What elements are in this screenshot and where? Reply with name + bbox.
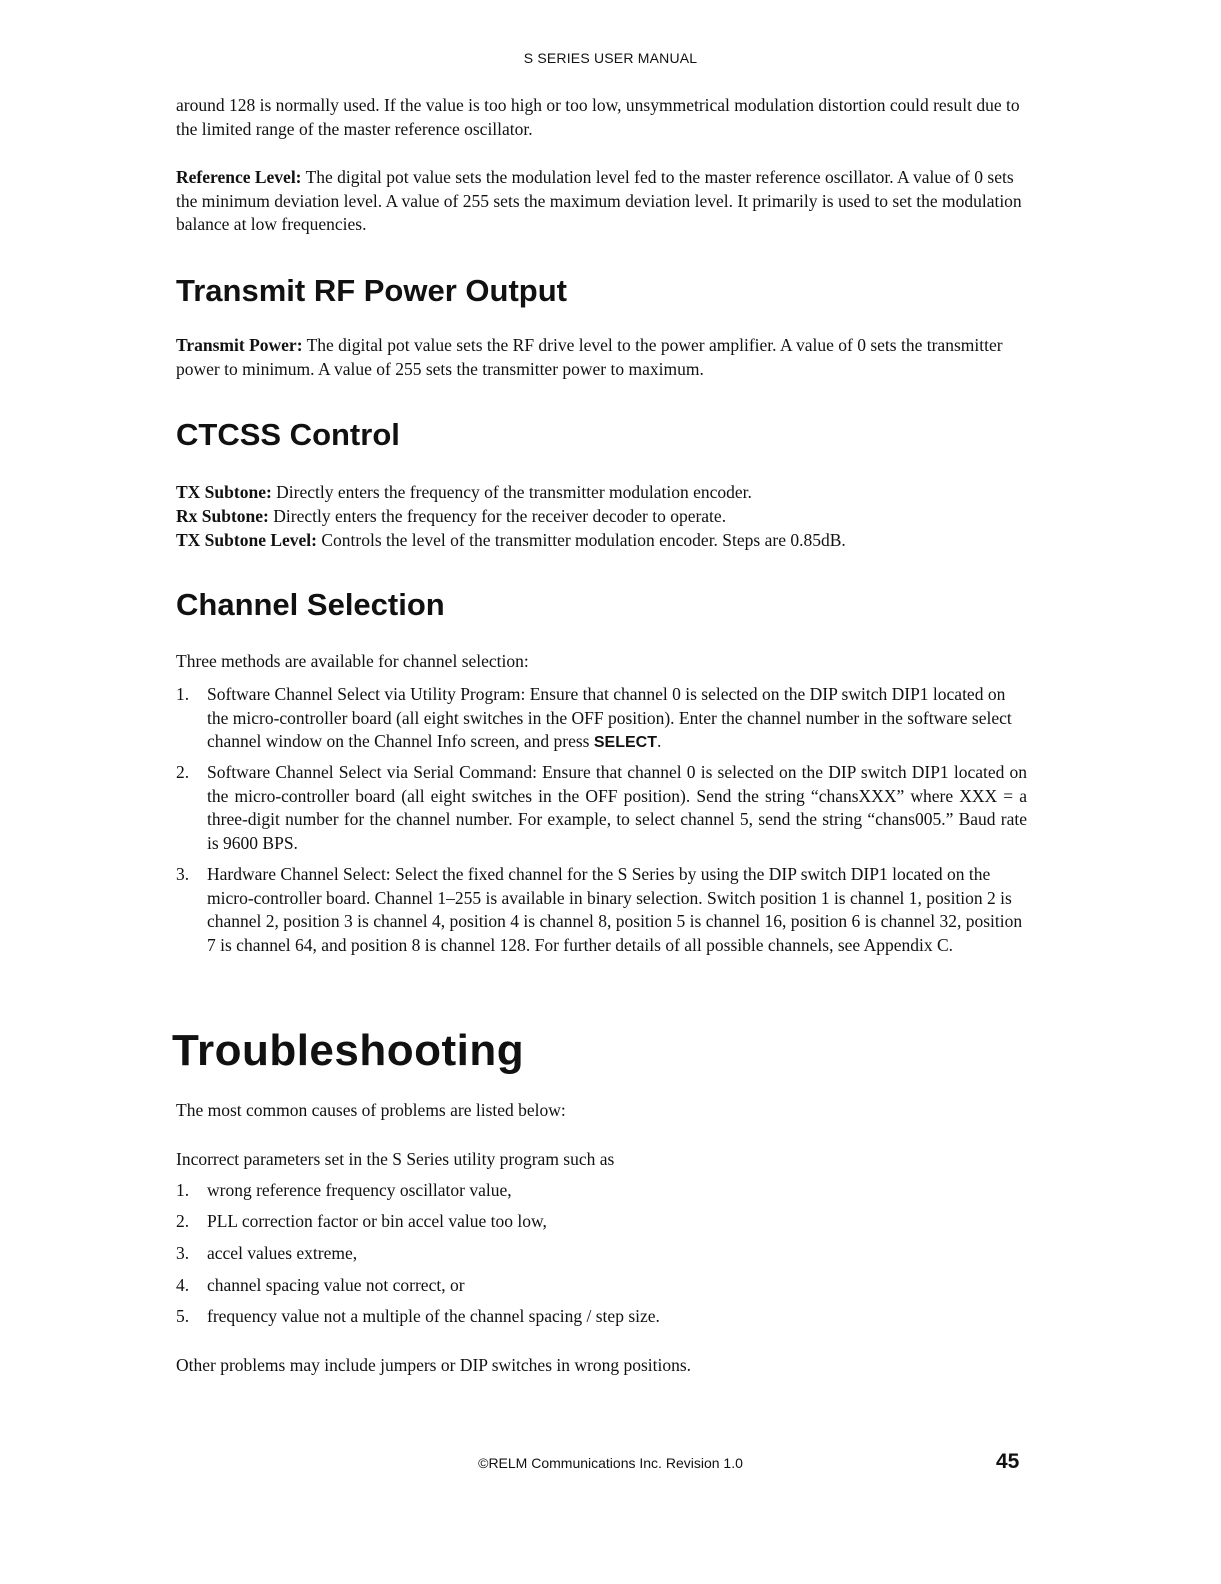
list-number: 3. <box>176 864 190 884</box>
reference-level-paragraph <box>176 166 1036 237</box>
ctcss-item <box>176 481 1036 505</box>
page-number: 45 <box>996 1450 1020 1473</box>
channel-selection-intro: Three methods are available for channel selection: <box>176 651 529 671</box>
list-item <box>176 1210 1036 1234</box>
select-keyword: SELECT <box>593 734 657 751</box>
ctcss-text: Directly enters the frequency of the transmitter modulation encoder. <box>276 482 752 502</box>
troubleshooting-lead: Incorrect parameters set in the S Series utility program such as <box>176 1149 615 1169</box>
list-text: channel spacing value not correct, or <box>207 1275 465 1295</box>
list-text: Hardware Channel Select: Select the fixed channel for the S Series by using the DIP switch DIP1 located on the micro-controller board. Channel 1–255 is available in binary selection. Switch position 1 is channel 1, position 2 is channel 2, position 3 is channel 4, position 4 is channel 8, position 5 is channel 16, position 6 is channel 32, position 7 is channel 64, and position 8 is channel 128. For further details of all possible channels, see Appendix C. <box>207 864 1023 955</box>
transmit-power-text: The digital pot value sets the RF drive level to the power amplifier. A value of 0 sets the transmitter power to minimum. A value of 255 sets the transmitter power to maximum. <box>176 335 1003 379</box>
list-number: 1. <box>176 684 190 704</box>
transmit-rf-heading: Transmit RF Power Output <box>176 273 567 308</box>
list-item <box>176 761 1036 855</box>
ctcss-item <box>176 505 1036 529</box>
list-item <box>176 1179 1036 1203</box>
intro-continuation: around 128 is normally used. If the value is too high or too low, unsymmetrical modulation distortion could result due to the limited range of the master reference oscillator. <box>176 95 1020 139</box>
list-text: accel values extreme, <box>207 1243 358 1263</box>
list-item <box>176 1305 1036 1329</box>
channel-selection-heading: Channel Selection <box>176 587 445 622</box>
transmit-power-term: Transmit Power: <box>176 335 303 355</box>
reference-level-text: The digital pot value sets the modulation level fed to the master reference oscillator. A value of 0 sets the minimum deviation level. A value of 255 sets the maximum deviation level. It primarily is used to set the modulation balance at low frequencies. <box>176 167 1022 234</box>
troubleshooting-heading: Troubleshooting <box>172 1026 525 1075</box>
list-text: wrong reference frequency oscillator value, <box>207 1180 512 1200</box>
list-number: 3. <box>176 1243 190 1263</box>
list-item <box>176 683 1036 755</box>
troubleshooting-closing: Other problems may include jumpers or DIP switches in wrong positions. <box>176 1355 692 1375</box>
list-item <box>176 863 1036 957</box>
list-item <box>176 1274 1036 1298</box>
ctcss-text: Controls the level of the transmitter modulation encoder. Steps are 0.85dB. <box>321 530 846 550</box>
ctcss-term: Rx Subtone: <box>176 506 269 526</box>
footer-copyright: ©RELM Communications Inc. Revision 1.0 <box>478 1455 743 1471</box>
troubleshooting-intro: The most common causes of problems are listed below: <box>176 1100 566 1120</box>
list-text: Software Channel Select via Utility Program: Ensure that channel 0 is selected on the DIP switch DIP1 located on the micro-controller board (all eight switches in the OFF position). Enter the channel number in the software select channel window on the Channel Info screen, and press SELECT. <box>207 684 1012 751</box>
ctcss-term: TX Subtone: <box>176 482 272 502</box>
list-number: 5. <box>176 1306 190 1326</box>
list-number: 1. <box>176 1180 190 1200</box>
running-header: S SERIES USER MANUAL <box>523 50 698 66</box>
list-number: 2. <box>176 762 190 782</box>
list-text: Software Channel Select via Serial Command: Ensure that channel 0 is selected on the DIP switch DIP1 located on the micro-controller board (all eight switches in the OFF position). Send the string “chansXXX” where XXX = a three-digit number for the channel number. For example, to select channel 5, send the string “chans005.” Baud rate is 9600 BPS. <box>207 762 1027 853</box>
list-text: frequency value not a multiple of the channel spacing / step size. <box>207 1306 660 1326</box>
ctcss-term: TX Subtone Level: <box>176 530 317 550</box>
ctcss-text: Directly enters the frequency for the receiver decoder to operate. <box>273 506 727 526</box>
reference-level-term: Reference Level: <box>176 167 302 187</box>
list-item <box>176 1242 1036 1266</box>
list-number: 2. <box>176 1211 190 1231</box>
transmit-power-paragraph <box>176 334 1036 381</box>
list-text: PLL correction factor or bin accel value too low, <box>207 1211 547 1231</box>
list-number: 4. <box>176 1275 190 1295</box>
ctcss-item <box>176 529 1036 553</box>
ctcss-heading: CTCSS Control <box>176 417 400 452</box>
